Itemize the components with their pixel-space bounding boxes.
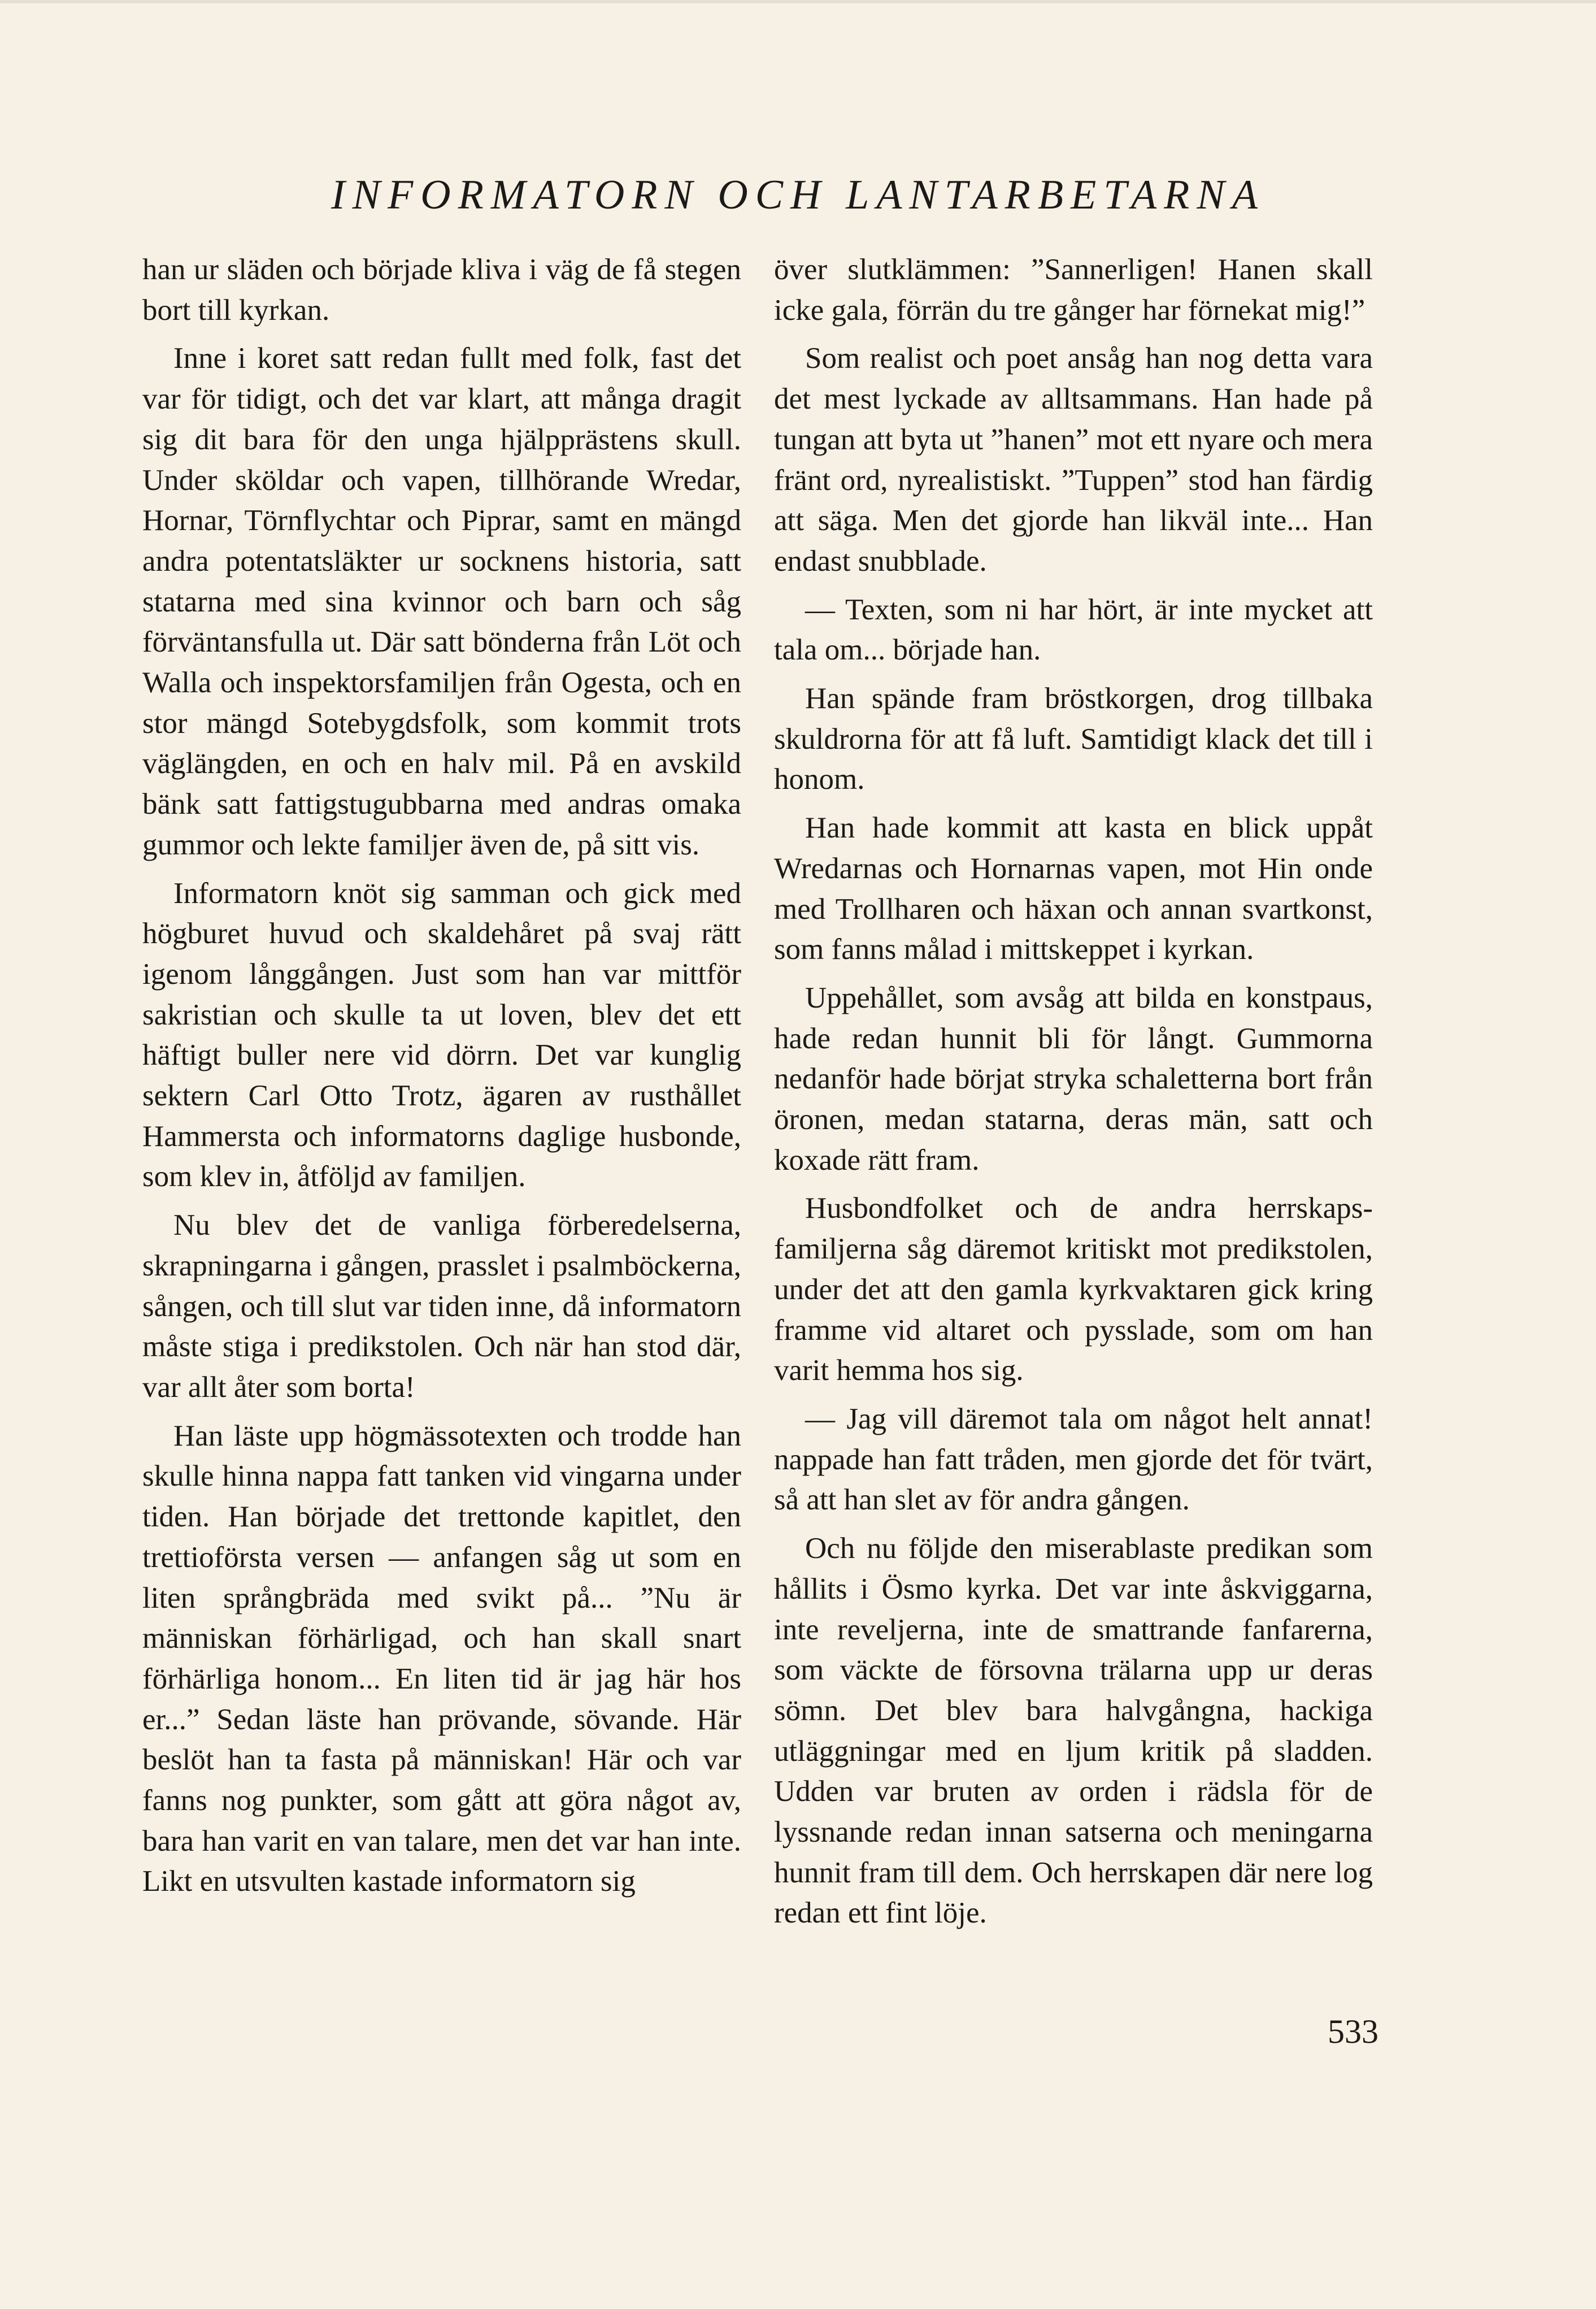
right-column [774, 250, 1373, 1942]
paragraph: Han spände fram bröstkorgen, drog tillbaka skuldrorna för att få luft. Samtidigt klack det till i honom. [774, 682, 1373, 796]
paragraph: — Texten, som ni har hört, är inte mycket att tala om... började han. [774, 593, 1373, 667]
paragraph: Han läste upp högmässotexten och trodde han skulle hinna nappa fatt tanken vid vingarna under tiden. Han började det trettonde kapitlet, den trettioförsta versen — anfangen såg ut som en liten språngbräda med svikt på... ”Nu är människan förhärligad, och han skall snart förhärliga honom... En liten tid är jag här hos er...” Sedan läste han prövande, sövande. Här beslöt han ta fasta på människan! Här och var fanns nog punkter, som gått att göra något av, bara han varit en van talare, men det var han inte. Likt en utsvulten kastade informatorn sig [142, 1419, 741, 1898]
page-number: 533 [1328, 2013, 1378, 2050]
paragraph: Uppehållet, som avsåg att bilda en konstpaus, hade redan hunnit bli för långt. Gummorna nedanför hade börjat stryka schaletterna bort från öronen, medan statarna, deras män, satt och koxade rätt fram. [774, 981, 1373, 1177]
paragraph: Nu blev det de vanliga förberedelserna, skrapningarna i gången, prasslet i psalmböckerna, sången, och till slut var tiden inne, då informatorn måste stiga i predikstolen. Och när han stod där, var allt åter som borta! [142, 1209, 741, 1404]
paragraph: Han hade kommit att kasta en blick uppåt Wredarnas och Hornarnas vapen, mot Hin onde med Trollharen och häxan och annan svartkonst, som fanns målad i mittskeppet i kyrkan. [774, 811, 1373, 966]
left-column [142, 250, 741, 1910]
paragraph: Informatorn knöt sig samman och gick med högburet huvud och skaldehåret på svaj rätt igenom långgången. Just som han var mittför sakristian och skulle ta ut loven, blev det ett häftigt buller nere vid dörrn. Det var kunglig sektern Carl Otto Trotz, ägaren av rusthållet Hammersta och informatorns daglige husbonde, som klev in, åtföljd av familjen. [142, 876, 741, 1193]
page-edge [0, 0, 1596, 3]
paragraph: Som realist och poet ansåg han nog detta vara det mest lyckade av alltsammans. Han hade på tungan att byta ut ”hanen” mot ett nyare och mera fränt ord, nyrealistiskt. ”Tuppen” stod han färdig att säga. Men det gjorde han likväl inte... Han endast snubblade. [774, 342, 1373, 578]
paragraph: han ur släden och började kliva i väg de få stegen bort till kyrkan. [142, 253, 741, 327]
paragraph: — Jag vill däremot tala om något helt annat! nappade han fatt tråden, men gjorde det för tvärt, så att han slet av för andra gången. [774, 1402, 1373, 1517]
paragraph: Och nu följde den miserablaste predikan som hållits i Ösmo kyrka. Det var inte åskviggarna, inte reveljerna, inte de smattrande fanfarerna, som väckte de försovna trälarna upp ur deras sömn. Det blev bara halvgångna, hackiga utläggningar med en ljum kritik på sladden. Udden var bruten av orden i rädsla för de lyssnande redan innan satserna och meningarna hunnit fram till dem. Och herrskapen där nere log redan ett fint löje. [774, 1532, 1373, 1930]
paragraph: över slutklämmen: ”Sannerligen! Hanen skall icke gala, förrän du tre gånger har förnekat mig!” [774, 253, 1373, 327]
running-head: INFORMATORN OCH LANTARBETARNA [331, 172, 1265, 218]
paragraph: Husbondfolket och de andra herrskapsfamiljerna såg däremot kritiskt mot predikstolen, under det att den gamla kyrkvaktaren gick kring framme vid altaret och pysslade, som om han varit hemma hos sig. [774, 1192, 1373, 1387]
paragraph: Inne i koret satt redan fullt med folk, fast det var för tidigt, och det var klart, att många dragit sig dit bara för den unga hjälpprästens skull. Under sköldar och vapen, tillhörande Wredar, Hornar, Törnflychtar och Piprar, samt en mängd andra potentatsläkter ur socknens historia, satt statarna med sina kvinnor och barn och såg förväntansfulla ut. Där satt bönderna från Löt och Walla och inspektorsfamiljen från Ogesta, och en stor mängd Sotebygdsfolk, som kommit trots väglängden, en och en halv mil. På en avskild bänk satt fattigstugubbarna med andras omaka gummor och lekte familjer även de, på sitt vis. [142, 342, 741, 861]
